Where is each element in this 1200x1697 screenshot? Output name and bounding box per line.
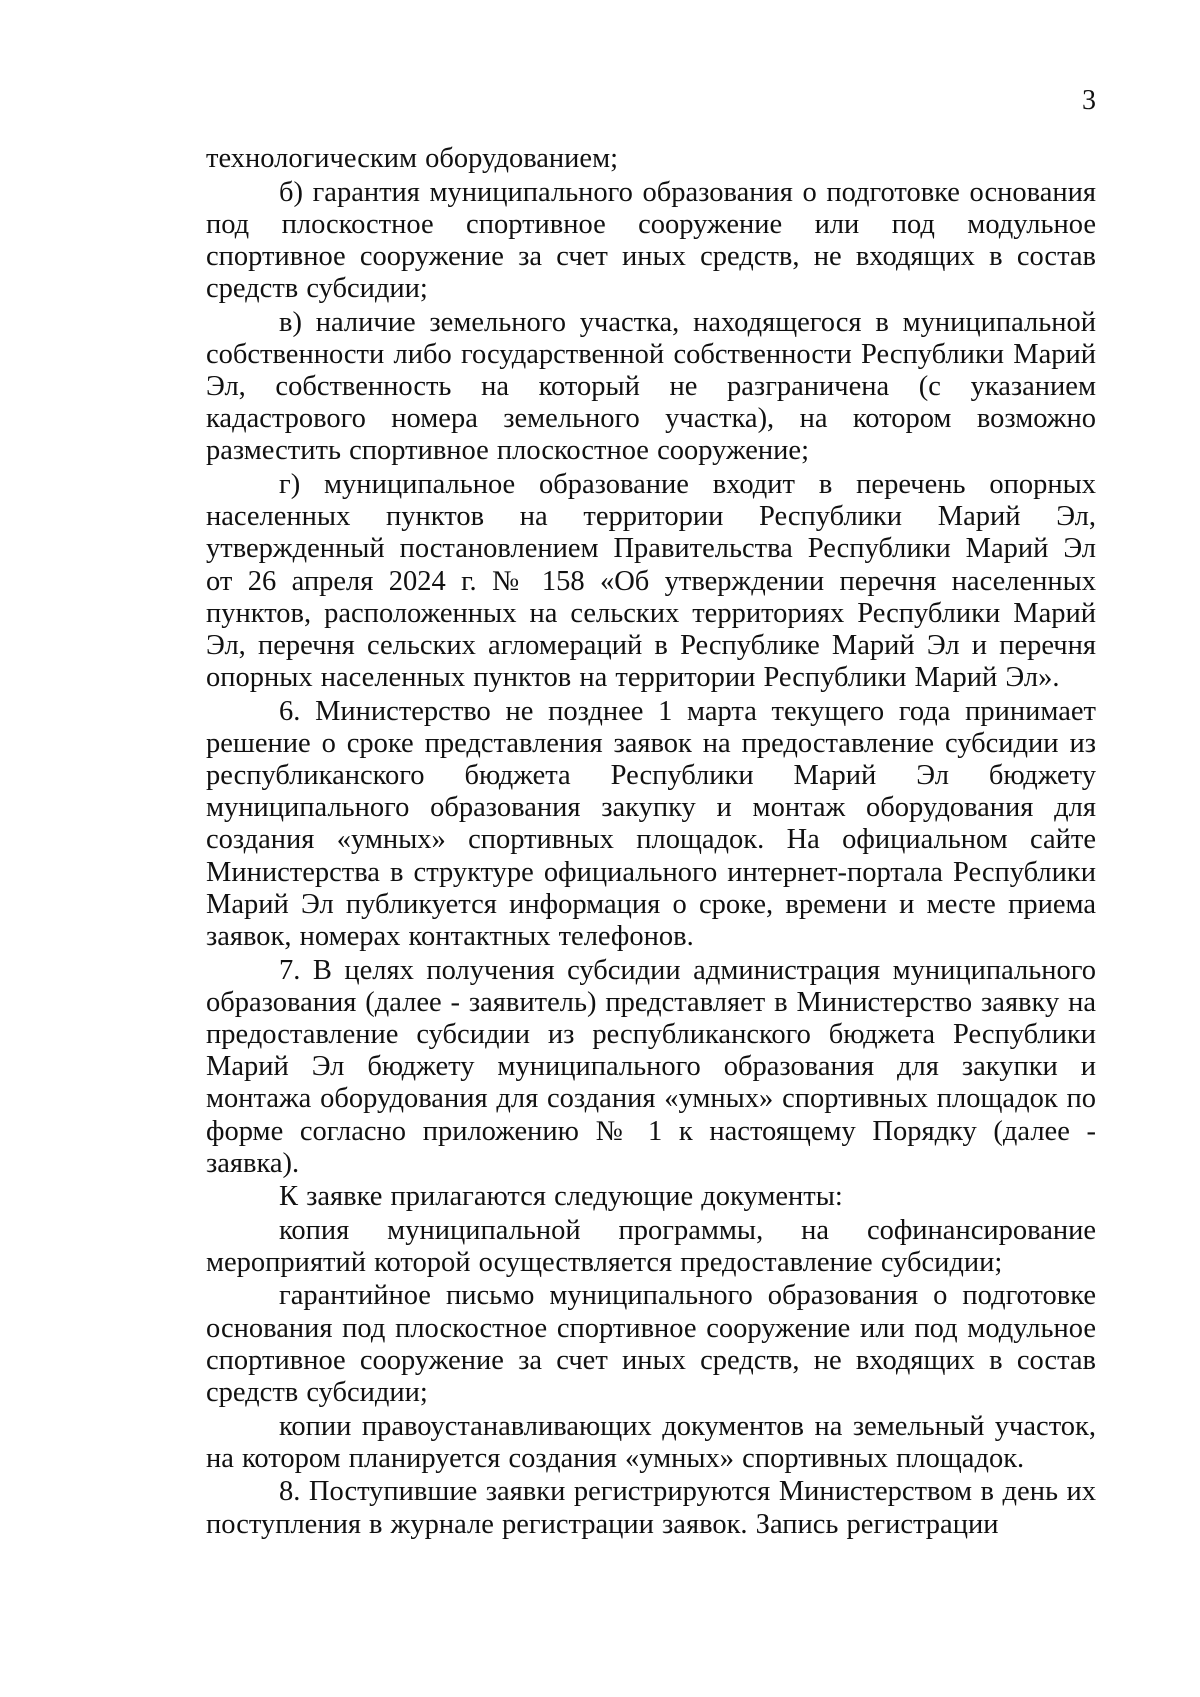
paragraph-item-g: г) муниципальное образование входит в перечень опорных населенных пунктов на территории Республики Марий Эл, утвержденный постановлением Правительства Республики Марий Эл от 26 апреля 2024 г. № 158 «Об утверждении перечня населенных пунктов, расположенных на сельских территориях Республики Марий Эл, перечня сельских агломераций в Республике Марий Эл и перечня опорных населенных пунктов на территории Республики Марий Эл». bbox=[206, 468, 1096, 694]
paragraph-clause-7: 7. В целях получения субсидии администрация муниципального образования (далее - заявитель) представляет в Министерство заявку на предоставление субсидии из республиканского бюджета Республики Марий Эл бюджету муниципального образования для закупки и монтажа оборудования для создания «умных» спортивных площадок по форме согласно приложению № 1 к настоящему Порядку (далее - заявка). bbox=[206, 954, 1096, 1179]
page-number: 3 bbox=[1082, 85, 1096, 116]
paragraph-attachment-land-documents: копии правоустанавливающих документов на земельный участок, на котором планируется создания «умных» спортивных площадок. bbox=[206, 1410, 1096, 1474]
paragraph-item-b: б) гарантия муниципального образования о подготовке основания под плоскостное спортивное сооружение или под модульное спортивное сооружение за счет иных средств, не входящих в состав средств субсидии; bbox=[206, 176, 1096, 305]
paragraph-clause-6: 6. Министерство не позднее 1 марта текущего года принимает решение о сроке представления заявок на предоставление субсидии из республиканского бюджета Республики Марий Эл бюджету муниципального образования закупку и монтаж оборудования для создания «умных» спортивных площадок. На официальном сайте Министерства в структуре официального интернет-портала Республики Марий Эл публикуется информация о сроке, времени и месте приема заявок, номерах контактных телефонов. bbox=[206, 695, 1096, 953]
paragraph-attachment-program-copy: копия муниципальной программы, на софинансирование мероприятий которой осуществляется предоставление субсидии; bbox=[206, 1214, 1096, 1278]
paragraph-attachments-intro: К заявке прилагаются следующие документы: bbox=[279, 1181, 843, 1213]
paragraph-continuation: технологическим оборудованием; bbox=[206, 143, 619, 174]
document-body bbox=[206, 143, 1096, 1541]
paragraph-attachment-guarantee-letter: гарантийное письмо муниципального образования о подготовке основания под плоскостное спортивное сооружение или под модульное спортивное сооружение за счет иных средств, не входящих в состав средств субсидии; bbox=[206, 1280, 1096, 1409]
paragraph-item-v: в) наличие земельного участка, находящегося в муниципальной собственности либо государственной собственности Республики Марий Эл, собственность на который не разграничена (с указанием кадастрового номера земельного участка), на котором возможно разместить спортивное плоскостное сооружение; bbox=[206, 306, 1096, 467]
paragraph-clause-8: 8. Поступившие заявки регистрируются Министерством в день их поступления в журнале регистрации заявок. Запись регистрации bbox=[206, 1476, 1096, 1540]
